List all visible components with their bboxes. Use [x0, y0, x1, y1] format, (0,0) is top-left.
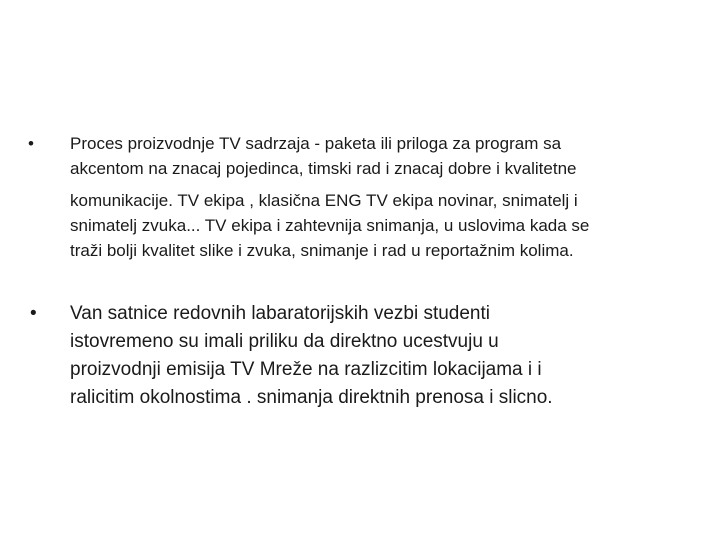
bullet-text-line: traži bolji kvalitet slike i zvuka, snimanje i rad u reportažnim kolima.: [70, 241, 574, 260]
bullet-marker: •: [28, 134, 34, 153]
bullet-list: [28, 131, 708, 412]
bullet-text-line: snimatelj zvuka... TV ekipa i zahtevnija snimanja, u uslovima kada se: [70, 216, 590, 235]
bullet-text-line: istovremeno su imali priliku da direktno ucestvuju u: [70, 331, 499, 352]
bullet-text-line: ralicitim okolnostima . snimanja direktnih prenosa i slicno.: [70, 387, 553, 408]
bullet-item-student-participation: [28, 300, 708, 412]
bullet-text-line: proizvodnji emisija TV Mreže na razlizcitim lokacijama i i: [70, 359, 542, 380]
bullet-text-line: Proces proizvodnje TV sadrzaja - paketa ili priloga za program sa: [70, 134, 562, 153]
bullet-text-line: komunikacije. TV ekipa , klasična ENG TV ekipa novinar, snimatelj i: [70, 191, 578, 210]
bullet-text-line: Van satnice redovnih labaratorijskih vezbi studenti: [70, 303, 490, 324]
bullet-text-line: akcentom na znacaj pojedinca, timski rad i znacaj dobre i kvalitetne: [70, 159, 577, 178]
bullet-item-tv-production: [28, 131, 708, 263]
bullet-marker: •: [30, 303, 37, 324]
